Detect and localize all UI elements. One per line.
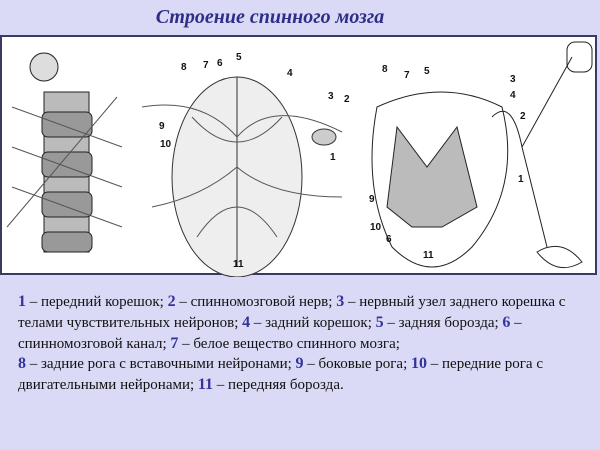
label-4: 4 — [287, 68, 293, 79]
spinal-cord-illustration — [2, 37, 599, 277]
vertebral-column-drawing — [7, 53, 122, 252]
legend-desc: – задние рога с вставочными нейронами; — [26, 356, 296, 373]
legend-desc: – передняя борозда. — [213, 377, 344, 394]
label-5: 5 — [236, 52, 242, 63]
label-2: 2 — [520, 111, 526, 122]
label-10: 10 — [160, 139, 172, 150]
legend-desc: – спинномозговой нерв; — [175, 294, 337, 310]
label-5: 5 — [424, 66, 430, 77]
legend-desc: – передние рога с двигательными нейронами; — [18, 356, 543, 394]
label-11: 11 — [423, 250, 434, 261]
label-1: 1 — [518, 174, 524, 185]
label-6: 6 — [217, 58, 223, 69]
legend-desc: – передний корешок; — [26, 294, 168, 310]
label-9: 9 — [159, 121, 165, 132]
slide-title: Строение спинного мозга — [155, 6, 385, 28]
legend-num: 9 — [295, 355, 304, 373]
legend-text — [18, 292, 588, 396]
legend-num: 10 — [411, 355, 428, 373]
label-8: 8 — [181, 62, 187, 73]
legend-num: 6 — [502, 313, 511, 331]
legend-desc: – нервный узел заднего корешка с телами чувствительных нейронов; — [18, 294, 566, 331]
label-6: 6 — [386, 234, 392, 245]
label-1: 1 — [330, 152, 336, 163]
label-9: 9 — [369, 194, 375, 205]
figure-panel — [0, 35, 597, 275]
legend-num: 11 — [197, 376, 214, 394]
label-7: 7 — [203, 60, 209, 71]
label-10: 10 — [370, 222, 382, 233]
label-8: 8 — [382, 64, 388, 75]
label-4: 4 — [510, 90, 516, 101]
legend-num: 8 — [18, 355, 26, 373]
legend-num: 4 — [242, 313, 251, 331]
legend-num: 2 — [167, 293, 176, 310]
legend-num: 1 — [18, 293, 26, 310]
label-3: 3 — [328, 91, 334, 102]
legend-num: 7 — [170, 334, 179, 352]
cross-section-drawing — [142, 77, 342, 277]
legend-num: 3 — [336, 293, 345, 310]
legend-desc: – задняя борозда; — [383, 314, 503, 331]
legend-desc: – спинномозговой канал; — [18, 314, 522, 352]
label-11: 11 — [233, 259, 244, 270]
label-2: 2 — [344, 94, 350, 105]
legend-desc: – задний корешок; — [250, 314, 376, 331]
label-3: 3 — [510, 74, 516, 85]
legend-desc: – белое вещество спинного мозга; — [178, 335, 400, 352]
legend-num: 5 — [375, 313, 384, 331]
label-7: 7 — [404, 70, 410, 81]
legend-desc: – боковые рога; — [303, 356, 412, 373]
